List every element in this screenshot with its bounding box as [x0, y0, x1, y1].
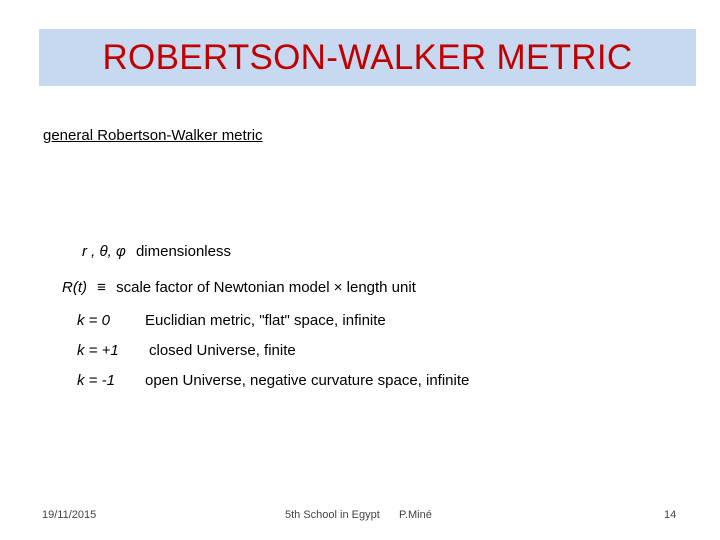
title-bar — [39, 29, 696, 86]
case-label-open: k = -1 — [77, 372, 115, 389]
slide-subtitle: general Robertson-Walker metric — [43, 127, 263, 144]
footer-event: 5th School in Egypt — [285, 509, 380, 521]
coords-symbols: r , θ, φ — [82, 243, 126, 260]
case-desc-open: open Universe, negative curvature space, infinite — [145, 372, 470, 389]
case-desc-flat: Euclidian metric, "flat" space, infinite — [145, 312, 386, 329]
scale-factor-line — [62, 279, 416, 296]
page-number: 14 — [664, 509, 677, 521]
footer-date: 19/11/2015 — [42, 509, 97, 521]
coords-line — [82, 243, 231, 260]
case-label-flat: k = 0 — [77, 312, 110, 329]
slide-title: ROBERTSON-WALKER METRIC — [102, 37, 633, 77]
scale-symbol: R(t) — [62, 279, 87, 296]
equiv-symbol: ≡ — [97, 279, 106, 296]
case-label-closed: k = +1 — [77, 342, 119, 359]
coords-text: dimensionless — [135, 243, 231, 260]
case-desc-closed: closed Universe, finite — [149, 342, 296, 359]
scale-text: scale factor of Newtonian model × length unit — [116, 279, 416, 296]
footer-author: P.Miné — [399, 509, 432, 521]
